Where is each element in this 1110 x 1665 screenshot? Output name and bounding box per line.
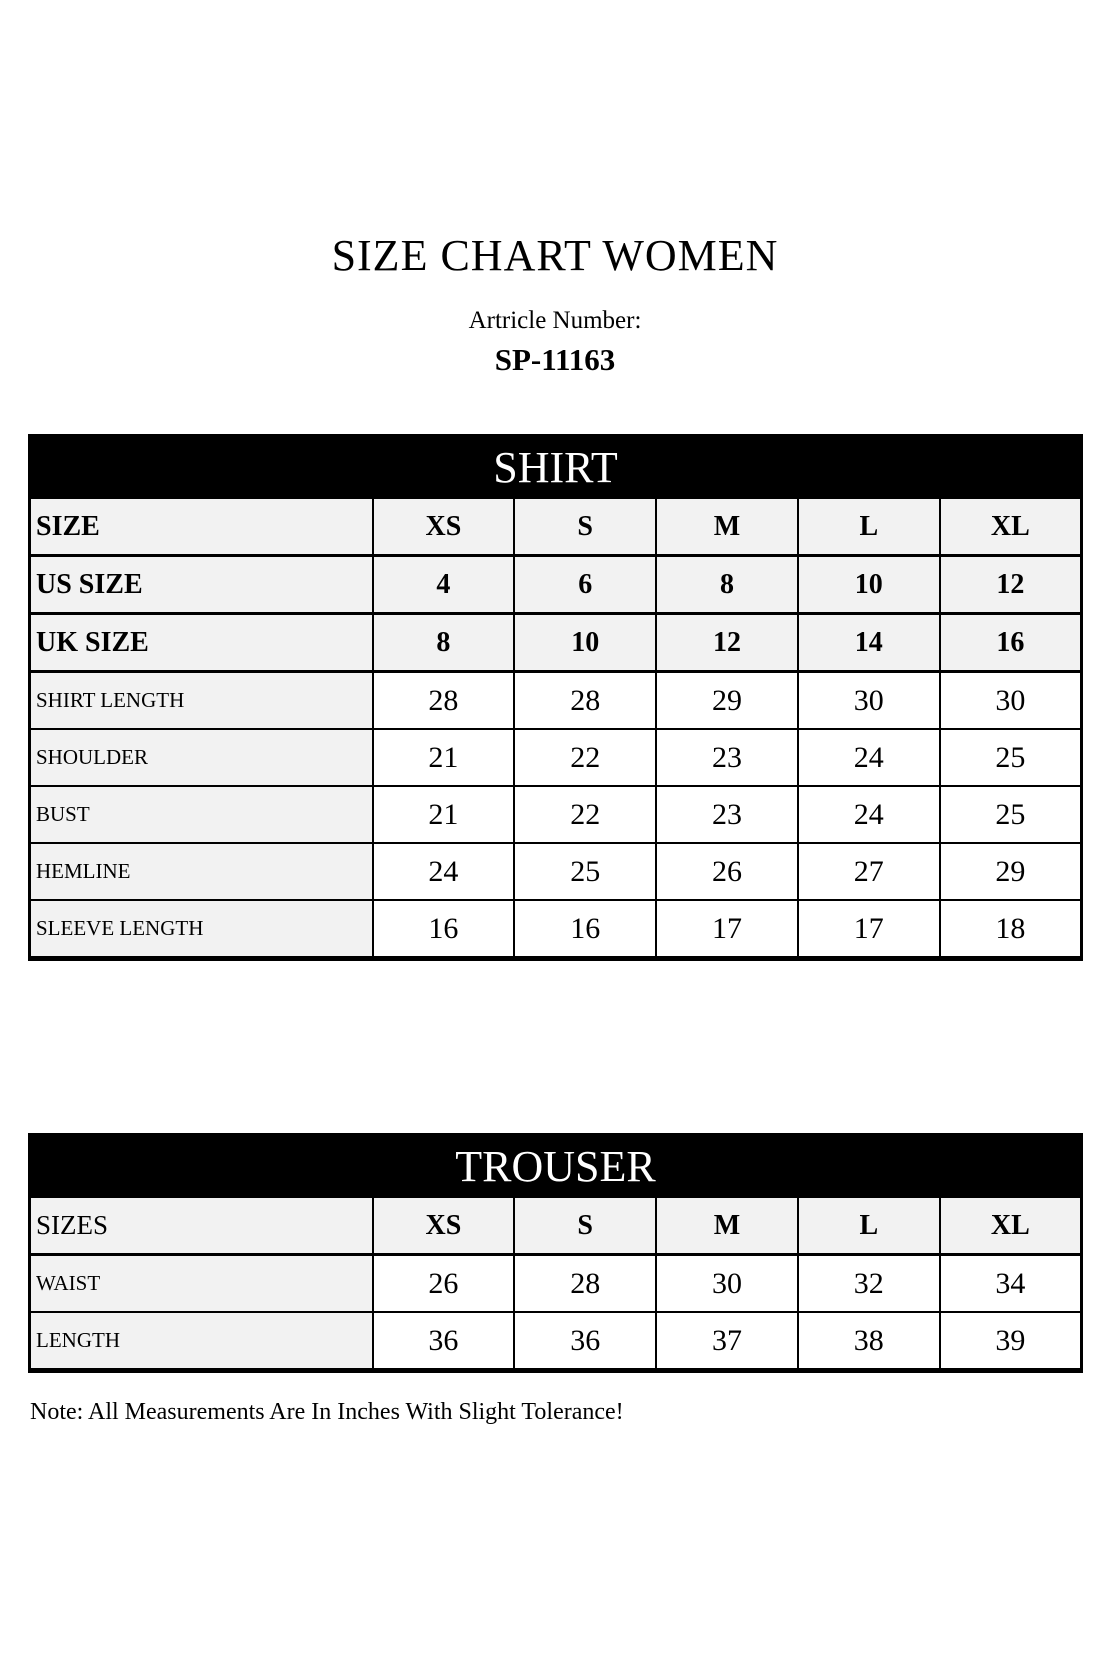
size-value: 16	[940, 614, 1082, 672]
size-value: XS	[373, 498, 515, 556]
measure-value: 28	[373, 672, 515, 730]
size-value: XL	[940, 498, 1082, 556]
measure-value: 23	[656, 786, 798, 843]
measure-value: 38	[798, 1312, 940, 1371]
table-row-sleeve-length	[30, 900, 1082, 959]
row-label-shoulder: SHOULDER	[30, 729, 373, 786]
size-value: 6	[514, 556, 656, 614]
measure-value: 17	[656, 900, 798, 959]
size-value: 10	[514, 614, 656, 672]
measure-value: 29	[656, 672, 798, 730]
table-row-waist	[30, 1255, 1082, 1313]
size-value: 8	[373, 614, 515, 672]
row-label-hemline: HEMLINE	[30, 843, 373, 900]
measure-value: 25	[514, 843, 656, 900]
table-row-shoulder	[30, 729, 1082, 786]
size-value: M	[656, 498, 798, 556]
trouser-table-header-row	[30, 1135, 1082, 1198]
row-label-length: LENGTH	[30, 1312, 373, 1371]
table-row-us-size	[30, 556, 1082, 614]
size-value: S	[514, 498, 656, 556]
size-value: XL	[940, 1197, 1082, 1255]
article-number-label: Artricle Number:	[468, 307, 642, 334]
measure-value: 27	[798, 843, 940, 900]
trouser-size-table	[28, 1133, 1083, 1373]
table-row-size	[30, 498, 1082, 556]
measure-value: 30	[798, 672, 940, 730]
size-value: 14	[798, 614, 940, 672]
measure-value: 17	[798, 900, 940, 959]
row-label-bust: BUST	[30, 786, 373, 843]
table-row-sizes	[30, 1197, 1082, 1255]
measure-value: 36	[373, 1312, 515, 1371]
size-value: 10	[798, 556, 940, 614]
measure-value: 34	[940, 1255, 1082, 1313]
table-row-uk-size	[30, 614, 1082, 672]
table-row-bust	[30, 786, 1082, 843]
size-value: XS	[373, 1197, 515, 1255]
row-label-uk-size: UK SIZE	[30, 614, 373, 672]
measure-value: 29	[940, 843, 1082, 900]
measure-value: 23	[656, 729, 798, 786]
size-value: L	[798, 498, 940, 556]
measure-value: 22	[514, 729, 656, 786]
measure-value: 32	[798, 1255, 940, 1313]
row-label-waist: WAIST	[30, 1255, 373, 1313]
table-row-shirt-length	[30, 672, 1082, 730]
measure-value: 24	[373, 843, 515, 900]
article-number-value: SP-11163	[494, 342, 616, 377]
measure-value: 36	[514, 1312, 656, 1371]
row-label-sleeve-length: SLEEVE LENGTH	[30, 900, 373, 959]
measure-value: 26	[656, 843, 798, 900]
measure-value: 18	[940, 900, 1082, 959]
measure-value: 25	[940, 729, 1082, 786]
measure-value: 16	[514, 900, 656, 959]
measure-value: 21	[373, 786, 515, 843]
size-value: M	[656, 1197, 798, 1255]
measure-value: 30	[656, 1255, 798, 1313]
measure-value: 21	[373, 729, 515, 786]
measure-value: 25	[940, 786, 1082, 843]
size-value: S	[514, 1197, 656, 1255]
measure-value: 26	[373, 1255, 515, 1313]
measure-value: 24	[798, 786, 940, 843]
size-value: L	[798, 1197, 940, 1255]
shirt-table-header-row	[30, 436, 1082, 499]
row-label-shirt-length: SHIRT LENGTH	[30, 672, 373, 730]
shirt-size-table	[28, 434, 1083, 961]
measure-value: 37	[656, 1312, 798, 1371]
measure-value: 16	[373, 900, 515, 959]
size-value: 4	[373, 556, 515, 614]
size-value: 8	[656, 556, 798, 614]
measurements-note: Note: All Measurements Are In Inches With Slight Tolerance!	[30, 1399, 624, 1425]
size-value: 12	[656, 614, 798, 672]
size-value: 12	[940, 556, 1082, 614]
table-row-hemline	[30, 843, 1082, 900]
shirt-table-title: SHIRT	[30, 436, 1082, 499]
row-label-size: SIZE	[30, 498, 373, 556]
row-label-us-size: US SIZE	[30, 556, 373, 614]
trouser-table-title: TROUSER	[30, 1135, 1082, 1198]
measure-value: 28	[514, 1255, 656, 1313]
measure-value: 24	[798, 729, 940, 786]
table-row-length	[30, 1312, 1082, 1371]
measure-value: 30	[940, 672, 1082, 730]
row-label-sizes: SIZES	[30, 1197, 373, 1255]
measure-value: 22	[514, 786, 656, 843]
measure-value: 39	[940, 1312, 1082, 1371]
measure-value: 28	[514, 672, 656, 730]
page-title: SIZE CHART WOMEN	[331, 231, 779, 280]
